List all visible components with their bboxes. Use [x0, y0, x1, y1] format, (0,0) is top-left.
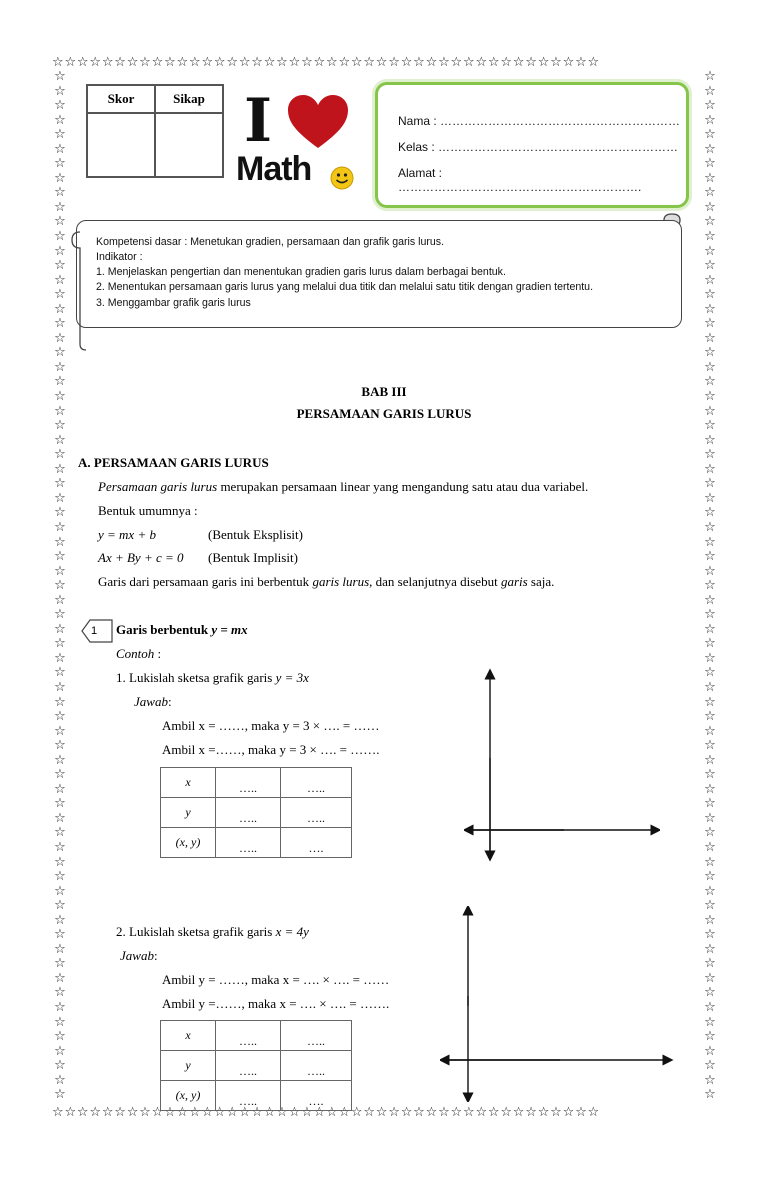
example-label: Contoh : [116, 646, 162, 661]
i-love-math-logo [236, 86, 361, 195]
step-1-line-1: Ambil x = ……, maka y = 3 × …. = …… [162, 718, 380, 733]
answer-label-1: Jawab: [134, 694, 172, 709]
table-cell[interactable]: ….. [216, 768, 281, 798]
table-row [161, 1021, 352, 1051]
question-1: 1. Lukislah sketsa grafik garis y = 3x [116, 670, 309, 685]
table-cell[interactable]: ….. [216, 1021, 281, 1051]
attitude-cell[interactable] [155, 113, 223, 177]
table-cell[interactable]: ….. [216, 1081, 281, 1111]
heart-icon [286, 94, 350, 150]
score-header: Skor [87, 85, 155, 113]
table-row [161, 1051, 352, 1081]
answer-label-2: Jawab: [120, 948, 158, 963]
star-border-left: ☆ ☆ ☆ ☆ ☆ ☆ ☆ ☆ ☆ ☆ ☆ ☆ ☆ ☆ ☆ ☆ ☆ ☆ ☆ ☆ ☆ ☆ ☆ ☆ ☆ ☆ ☆ ☆ ☆ ☆ ☆ ☆ ☆ ☆ ☆ ☆ ☆ ☆ ☆ ☆ ☆ ☆ ☆ ☆ ☆ ☆ ☆ ☆ ☆ ☆ ☆ ☆ ☆ ☆ ☆ ☆ ☆ ☆ ☆ ☆ ☆ ☆ ☆ ☆ ☆ ☆ ☆ ☆ ☆ ☆ ☆ [54, 70, 66, 1103]
coordinate-axes-1[interactable] [464, 668, 660, 864]
table-cell[interactable]: …. [281, 828, 352, 858]
indicator-item-1: 1. Menjelaskan pengertian dan menentukan gradien garis lurus dalam berbagai bentuk. [96, 266, 506, 278]
class-field[interactable]: Kelas : …………………………………………………… [398, 140, 679, 154]
logo-math: Math [236, 150, 312, 188]
competence-line: Kompetensi dasar : Menetukan gradien, persamaan dan grafik garis lurus. [96, 236, 445, 248]
logo-i: I [244, 86, 273, 156]
table-cell[interactable]: ….. [216, 798, 281, 828]
student-identity-box [375, 82, 689, 208]
table-cell[interactable]: …. [281, 1081, 352, 1111]
table-cell[interactable]: ….. [281, 798, 352, 828]
section-a-title: A. PERSAMAAN GARIS LURUS [78, 455, 269, 470]
score-cell[interactable] [87, 113, 155, 177]
table-cell[interactable]: ….. [216, 1051, 281, 1081]
table-cell: x [161, 768, 216, 798]
chapter-label: BAB III [361, 384, 407, 399]
table-row [161, 828, 352, 858]
value-table-2 [160, 1020, 352, 1111]
implicit-equation: Ax + By + c = 0 [98, 550, 184, 565]
subsection-1-title: Garis berbentuk y = mx [116, 622, 248, 637]
table-row [161, 1081, 352, 1111]
step-2-line-1: Ambil y = ……, maka x = …. × …. = …… [162, 972, 390, 987]
table-cell: (x, y) [161, 828, 216, 858]
smiley-icon [330, 166, 354, 190]
name-field[interactable]: Nama : …………………………………………………… [398, 114, 681, 128]
implicit-label: (Bentuk Implisit) [208, 550, 298, 565]
chapter-title: PERSAMAAN GARIS LURUS [296, 406, 472, 421]
table-row [161, 768, 352, 798]
number-badge-label: 1 [91, 625, 98, 637]
table-cell: x [161, 1021, 216, 1051]
explicit-label: (Bentuk Eksplisit) [208, 527, 303, 542]
step-2-line-2: Ambil y =……, maka x = …. × …. = ……. [162, 996, 390, 1011]
question-2: 2. Lukislah sketsa grafik garis x = 4y [116, 924, 309, 939]
indicator-item-2: 2. Menentukan persamaan garis lurus yang melalui dua titik dan melalui satu titik dengan gradien tertentu. [96, 281, 594, 293]
attitude-header: Sikap [155, 85, 223, 113]
scroll-curl-bottom-icon [70, 228, 90, 352]
coordinate-axes-2[interactable] [440, 906, 674, 1102]
table-cell: y [161, 798, 216, 828]
address-field[interactable]: Alamat : ……………………………………………………. [398, 166, 642, 194]
general-form-label: Bentuk umumnya : [98, 503, 198, 518]
table-cell[interactable]: ….. [281, 1021, 352, 1051]
table-cell: (x, y) [161, 1081, 216, 1111]
table-cell[interactable]: ….. [216, 828, 281, 858]
explicit-equation: y = mx + b [98, 527, 156, 542]
value-table-1 [160, 767, 352, 858]
table-row [161, 798, 352, 828]
star-border-bottom: ☆☆☆☆☆☆☆☆☆☆☆☆☆☆☆☆☆☆☆☆☆☆☆☆☆☆☆☆☆☆☆☆☆☆☆☆☆☆☆☆☆☆☆☆ [52, 1106, 600, 1120]
indicator-item-3: 3. Menggambar grafik garis lurus [96, 297, 251, 309]
section-a-intro: Persamaan garis lurus merupakan persamaan linear yang mengandung satu atau dua variabel. [98, 479, 589, 494]
star-border-top: ☆☆☆☆☆☆☆☆☆☆☆☆☆☆☆☆☆☆☆☆☆☆☆☆☆☆☆☆☆☆☆☆☆☆☆☆☆☆☆☆☆☆☆☆ [52, 56, 600, 70]
table-cell: y [161, 1051, 216, 1081]
section-a-note: Garis dari persamaan garis ini berbentuk garis lurus, dan selanjutnya disebut garis saja. [98, 574, 555, 589]
step-1-line-2: Ambil x =……, maka y = 3 × …. = ……. [162, 742, 380, 757]
table-cell[interactable]: ….. [281, 1051, 352, 1081]
star-border-right: ☆ ☆ ☆ ☆ ☆ ☆ ☆ ☆ ☆ ☆ ☆ ☆ ☆ ☆ ☆ ☆ ☆ ☆ ☆ ☆ ☆ ☆ ☆ ☆ ☆ ☆ ☆ ☆ ☆ ☆ ☆ ☆ ☆ ☆ ☆ ☆ ☆ ☆ ☆ ☆ ☆ ☆ ☆ ☆ ☆ ☆ ☆ ☆ ☆ ☆ ☆ ☆ ☆ ☆ ☆ ☆ ☆ ☆ ☆ ☆ ☆ ☆ ☆ ☆ ☆ ☆ ☆ ☆ ☆ ☆ ☆ [704, 70, 716, 1103]
indicator-label: Indikator : [96, 251, 143, 263]
score-table [86, 84, 224, 178]
table-cell[interactable]: ….. [281, 768, 352, 798]
